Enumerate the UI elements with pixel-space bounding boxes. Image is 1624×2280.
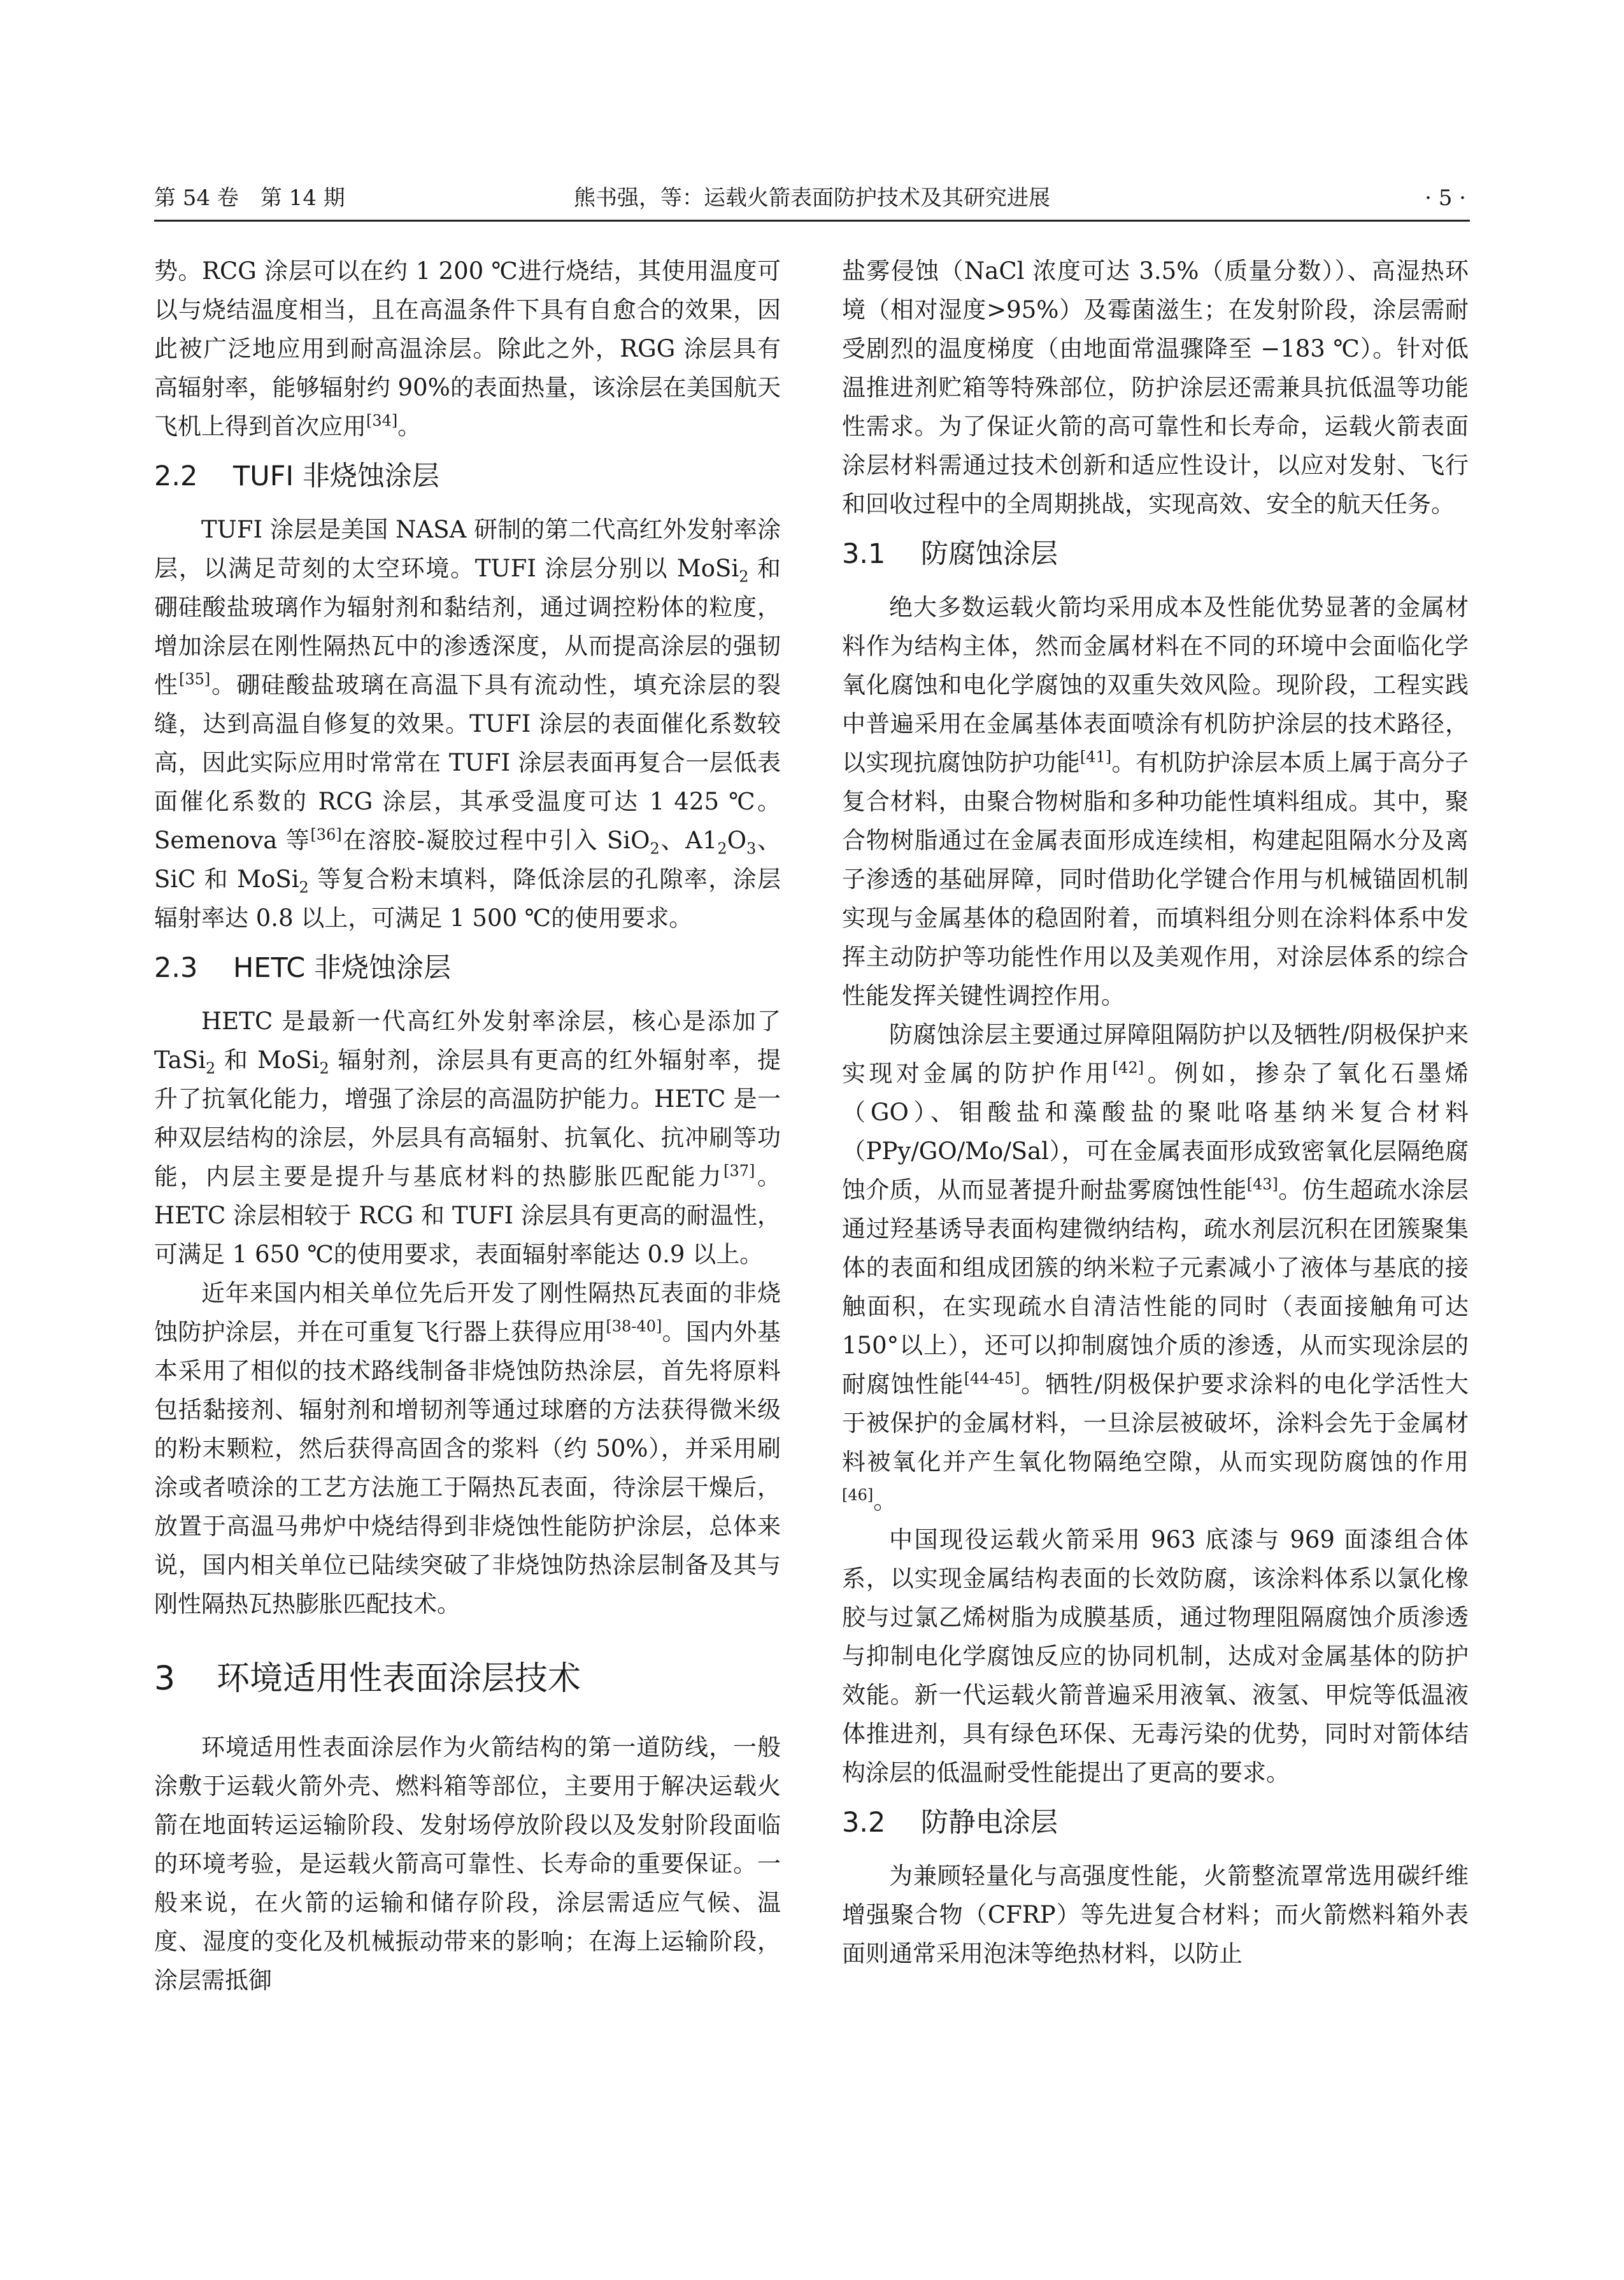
paragraph-tufi: TUFI 涂层是美国 NASA 研制的第二代高红外发射率涂层，以满足苛刻的太空环境。TUFI 涂层分别以 MoSi$_2$ 和硼硅酸盐玻璃作为辐射剂和黏结剂，通过调控粉体的粒度，增加涂层在刚性隔热瓦中的渗透深度，从而提高涂层的强韧性[35]。硼硅酸盐玻璃在高温下具有流动性，填充涂层的裂缝，达到高温自修复的效果。TUFI 涂层的表面催化系数较高，因此实际应用时常常在 TUFI 涂层表面再复合一层低表面催化系数的 RCG 涂层，其承受温度可达 1 425 ℃。Semenova 等[36]在溶胶-凝胶过程中引入 SiO$_2$、$A1_2O_3$、SiC 和 MoSi$_2$ 等复合粉末填料，降低涂层的孔隙率，涂层辐射率达 0.8 以上，可满足 1 500 ℃的使用要求。 bbox=[154, 516, 781, 932]
citation: [46] bbox=[842, 1486, 874, 1504]
citation: [37] bbox=[723, 1162, 755, 1180]
section-heading-3-1: 3.1 防腐蚀涂层 bbox=[842, 538, 1058, 570]
section-heading-3-2: 3.2 防静电涂层 bbox=[842, 1807, 1058, 1839]
citation: [38-40] bbox=[606, 1317, 662, 1336]
paragraph-antistatic: 为兼顾轻量化与高强度性能，火箭整流罩常选用碳纤维增强聚合物（CFRP）等先进复合材料；而火箭燃料箱外表面则通常采用泡沫等绝热材料，以防止 bbox=[842, 1862, 1469, 1967]
section-heading-2-2: 2.2 TUFI 非烧蚀涂层 bbox=[154, 460, 439, 492]
left-column bbox=[154, 252, 781, 2000]
running-title: 熊书强，等：运载火箭表面防护技术及其研究进展 bbox=[574, 185, 1050, 211]
paragraph-hetc: HETC 是最新一代高红外发射率涂层，核心是添加了 TaSi$_2$ 和 MoSi$_2$ 辐射剂，涂层具有更高的红外辐射率，提升了抗氧化能力，增强了涂层的高温防护能力。HETC 是一种双层结构的涂层，外层具有高辐射、抗氧化、抗冲刷等功能，内层主要是提升与基底材料的热膨胀匹配能力[37]。HETC 涂层相较于 RCG 和 TUFI 涂层具有更高的耐温性，可满足 1 650 ℃的使用要求，表面辐射率能达 0.9 以上。 bbox=[154, 1008, 781, 1268]
header-divider bbox=[154, 220, 1470, 222]
citation: [41] bbox=[1079, 748, 1112, 766]
citation: [35] bbox=[178, 670, 211, 688]
page-number: · 5 · bbox=[1425, 185, 1466, 211]
running-header bbox=[154, 180, 1470, 216]
citation: [36] bbox=[310, 825, 342, 844]
paragraph-china-primer-topcoat: 中国现役运载火箭采用 963 底漆与 969 面漆组合体系，以实现金属结构表面的长效防腐，该涂料体系以氯化橡胶与过氯乙烯树脂为成膜基质，通过物理阻隔腐蚀介质渗透与抑制电化学腐蚀反应的协同机制，达成对金属基体的防护效能。新一代运载火箭普遍采用液氧、液氢、甲烷等低温液体推进剂，具有绿色环保、无毒污染的优势，同时对箭体结构涂层的低温耐受性能提出了更高的要求。 bbox=[842, 1526, 1469, 1786]
citation: [44-45] bbox=[964, 1369, 1020, 1388]
paragraph-domestic-development: 近年来国内相关单位先后开发了刚性隔热瓦表面的非烧蚀防护涂层，并在可重复飞行器上获得应用[38-40]。国内外基本采用了相似的技术路线制备非烧蚀防热涂层，首先将原料包括黏接剂、辐射剂和增韧剂等通过球磨的方法获得微米级的粉末颗粒，然后获得高固含的浆料（约 50%），并采用刷涂或者喷涂的工艺方法施工于隔热瓦表面，待涂层干燥后，放置于高温马弗炉中烧结得到非烧蚀性能防护涂层，总体来说，国内相关单位已陆续突破了非烧蚀防热涂层制备及其与刚性隔热瓦热膨胀匹配技术。 bbox=[154, 1279, 781, 1618]
paragraph-anticorrosion: 绝大多数运载火箭均采用成本及性能优势显著的金属材料作为结构主体，然而金属材料在不同的环境中会面临化学氧化腐蚀和电化学腐蚀的双重失效风险。现阶段，工程实践中普遍采用在金属基体表面喷涂有机防护涂层的技术路径，以实现抗腐蚀防护功能[41]。有机防护涂层本质上属于高分子复合材料，由聚合物树脂和多种功能性填料组成。其中，聚合物树脂通过在金属表面形成连续相，构建起阻隔水分及离子渗透的基础屏障，同时借助化学键合作用与机械锚固机制实现与金属基体的稳固附着，而填料组分则在涂料体系中发挥主动防护等功能性作用以及美观作用，对涂层体系的综合性能发挥关键性调控作用。 bbox=[842, 594, 1469, 1009]
paragraph-environment-continued: 盐雾侵蚀（NaCl 浓度可达 3.5%（质量分数））、高湿热环境（相对湿度>95%）及霉菌滋生；在发射阶段，涂层需耐受剧烈的温度梯度（由地面常温骤降至 −183 ℃）。针对低温推进剂贮箱等特殊部位，防护涂层还需兼具抗低温等功能性需求。为了保证火箭的高可靠性和长寿命，运载火箭表面涂层材料需通过技术创新和适应性设计，以应对发射、飞行和回收过程中的全周期挑战，实现高效、安全的航天任务。 bbox=[842, 257, 1469, 518]
section-heading-3: 3 环境适用性表面涂层技术 bbox=[154, 1660, 581, 1698]
section-heading-2-3: 2.3 HETC 非烧蚀涂层 bbox=[154, 952, 451, 984]
right-column bbox=[842, 252, 1469, 1973]
citation: [42] bbox=[1112, 1058, 1144, 1077]
paragraph-rcg-continued: 势。RCG 涂层可以在约 1 200 ℃进行烧结，其使用温度可以与烧结温度相当，且在高温条件下具有自愈合的效果，因此被广泛地应用到耐高温涂层。除此之外，RGG 涂层具有高辐射率，能够辐射约 90%的表面热量，该涂层在美国航天飞机上得到首次应用[34]。 bbox=[154, 257, 781, 440]
citation: [34] bbox=[366, 411, 398, 430]
paragraph-corrosion-mechanisms: 防腐蚀涂层主要通过屏障阻隔防护以及牺牲/阴极保护来实现对金属的防护作用[42]。例如，掺杂了氧化石墨烯（GO）、钼酸盐和藻酸盐的聚吡咯基纳米复合材料（PPy/GO/Mo/Sal），可在金属表面形成致密氧化层隔绝腐蚀介质，从而显著提升耐盐雾腐蚀性能[43]。仿生超疏水涂层通过羟基诱导表面构建微纳结构，疏水剂层沉积在团簇聚集体的表面和组成团簇的纳米粒子元素减小了液体与基底的接触面积，在实现疏水自清洁性能的同时（表面接触角可达 150°以上），还可以抑制腐蚀介质的渗透，从而实现涂层的耐腐蚀性能[44-45]。牺牲/阴极保护要求涂料的电化学活性大于被保护的金属材料，一旦涂层被破坏，涂料会先于金属材料被氧化并产生氧化物隔绝空隙，从而实现防腐蚀的作用[46]。 bbox=[842, 1021, 1469, 1514]
volume-issue: 第 54 卷 第 14 期 bbox=[154, 185, 345, 211]
citation: [43] bbox=[1246, 1175, 1278, 1193]
paragraph-environment-intro: 环境适用性表面涂层作为火箭结构的第一道防线，一般涂敷于运载火箭外壳、燃料箱等部位，主要用于解决运载火箭在地面转运运输阶段、发射场停放阶段以及发射阶段面临的环境考验，是运载火箭高可靠性、长寿命的重要保证。一般来说，在火箭的运输和储存阶段，涂层需适应气候、温度、湿度的变化及机械振动带来的影响；在海上运输阶段，涂层需抵御 bbox=[154, 1734, 781, 1994]
